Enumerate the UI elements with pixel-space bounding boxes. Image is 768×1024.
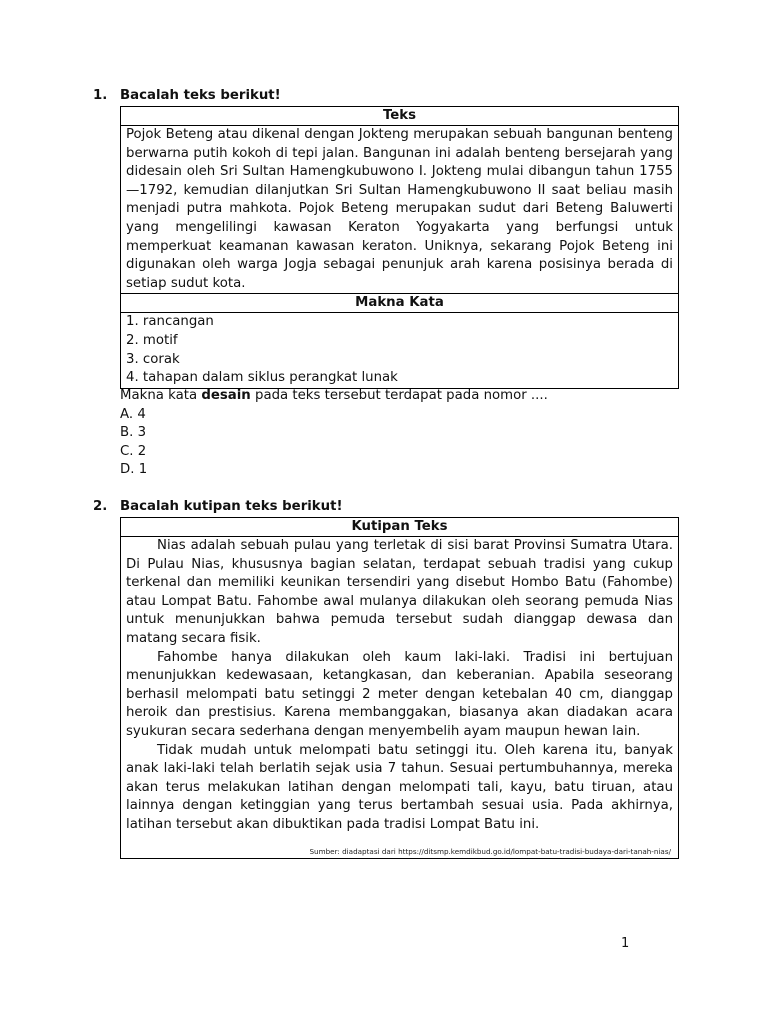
question-1-number: 1. — [93, 88, 108, 103]
meaning-item: 2. motif — [126, 332, 178, 348]
page-number: 1 — [621, 936, 630, 951]
excerpt-paragraph: Nias adalah sebuah pulau yang terletak di sisi barat Provinsi Sumatra Utara. Di Pulau Nias, khususnya bagian selatan, terdapat sebuah tradisi yang cukup terkenal dan memiliki keunikan tersendiri yang disebut Hombo Batu (Fahombe) atau Lompat Batu. Fahombe awal mulanya dilakukan oleh seorang pemuda Nias untuk menunjukkan bahwa pemuda tersebut sudah dianggap dewasa dan matang secara fisik. — [126, 538, 673, 646]
text-paragraph: Pojok Beteng atau dikenal dengan Jokteng merupakan sebuah bangunan benteng berwarna putih kokoh di tepi jalan. Bangunan ini adalah benteng bersejarah yang didesain oleh Sri Sultan Hamengkubuwono I. Jokteng mulai dibangun tahun 1755—1792, kemudian dilanjutkan Sri Sultan Hamengkubuwono II saat beliau masih menjadi putra mahkota. Pojok Beteng merupakan sudut dari Beteng Baluwerti yang mengelilingi kawasan Keraton Yogyakarta yang berfungsi untuk memperkuat keamanan kawasan keraton. Uniknya, sekarang Pojok Beteng ini digunakan oleh warga Jogja sebagai penunjuk arah karena posisinya berada di setiap sudut kota. — [126, 127, 673, 291]
question-1-text-part: Makna kata — [120, 388, 202, 403]
question-2-heading — [93, 499, 343, 514]
excerpt-table-title: Kutipan Teks — [121, 518, 678, 537]
question-2-instruction: Bacalah kutipan teks berikut! — [120, 499, 343, 514]
question-1-heading — [93, 88, 281, 103]
option-a[interactable]: A. 4 — [120, 406, 146, 422]
text-body — [121, 126, 678, 293]
excerpt-paragraph: Fahombe hanya dilakukan oleh kaum laki-laki. Tradisi ini bertujuan menunjukkan kedewasaan, ketangkasan, dan keberanian. Apabila seseorang berhasil melompati batu setinggi 2 meter dengan ketebalan 40 cm, dianggap heroik dan prestisius. Karena membanggakan, biasanya akan diadakan acara syukuran secara sederhana dengan menyembelih ayam maupun hewan lain. — [126, 649, 673, 739]
question-1-text — [120, 387, 548, 406]
option-d[interactable]: D. 1 — [120, 462, 148, 477]
excerpt-body — [121, 537, 678, 835]
excerpt-paragraph: Tidak mudah untuk melompati batu setinggi itu. Oleh karena itu, banyak anak laki-laki telah berlatih sejak usia 7 tahun. Sesuai pertumbuhannya, mereka akan terus melakukan latihan dengan melompati tali, kayu, batu tiruan, atau lainnya dengan ketinggian yang terus bertambah sesuai usia. Pada akhirnya, latihan tersebut akan dibuktikan pada tradisi Lompat Batu ini. — [126, 742, 673, 832]
question-2-table — [120, 517, 679, 859]
question-2-number: 2. — [93, 499, 108, 514]
question-1-prompt — [120, 387, 548, 480]
question-1-table — [120, 106, 679, 389]
text-table-title: Teks — [121, 107, 678, 126]
question-1-instruction: Bacalah teks berikut! — [120, 88, 281, 103]
meaning-table-title: Makna Kata — [121, 293, 678, 313]
meaning-item: 3. corak — [126, 351, 180, 367]
meaning-item: 1. rancangan — [126, 314, 214, 330]
question-1-keyword: desain — [201, 388, 251, 403]
meaning-item: 4. tahapan dalam siklus perangkat lunak — [126, 370, 398, 386]
meaning-list — [121, 313, 678, 387]
option-b[interactable]: B. 3 — [120, 425, 147, 440]
source-citation: Sumber: diadaptasi dari https://ditsmp.kemdikbud.go.id/lompat-batu-tradisi-budaya-dari-tanah-nias/ — [309, 846, 671, 856]
question-1-text-part: pada teks tersebut terdapat pada nomor .... — [250, 388, 548, 403]
option-c[interactable]: C. 2 — [120, 443, 147, 459]
